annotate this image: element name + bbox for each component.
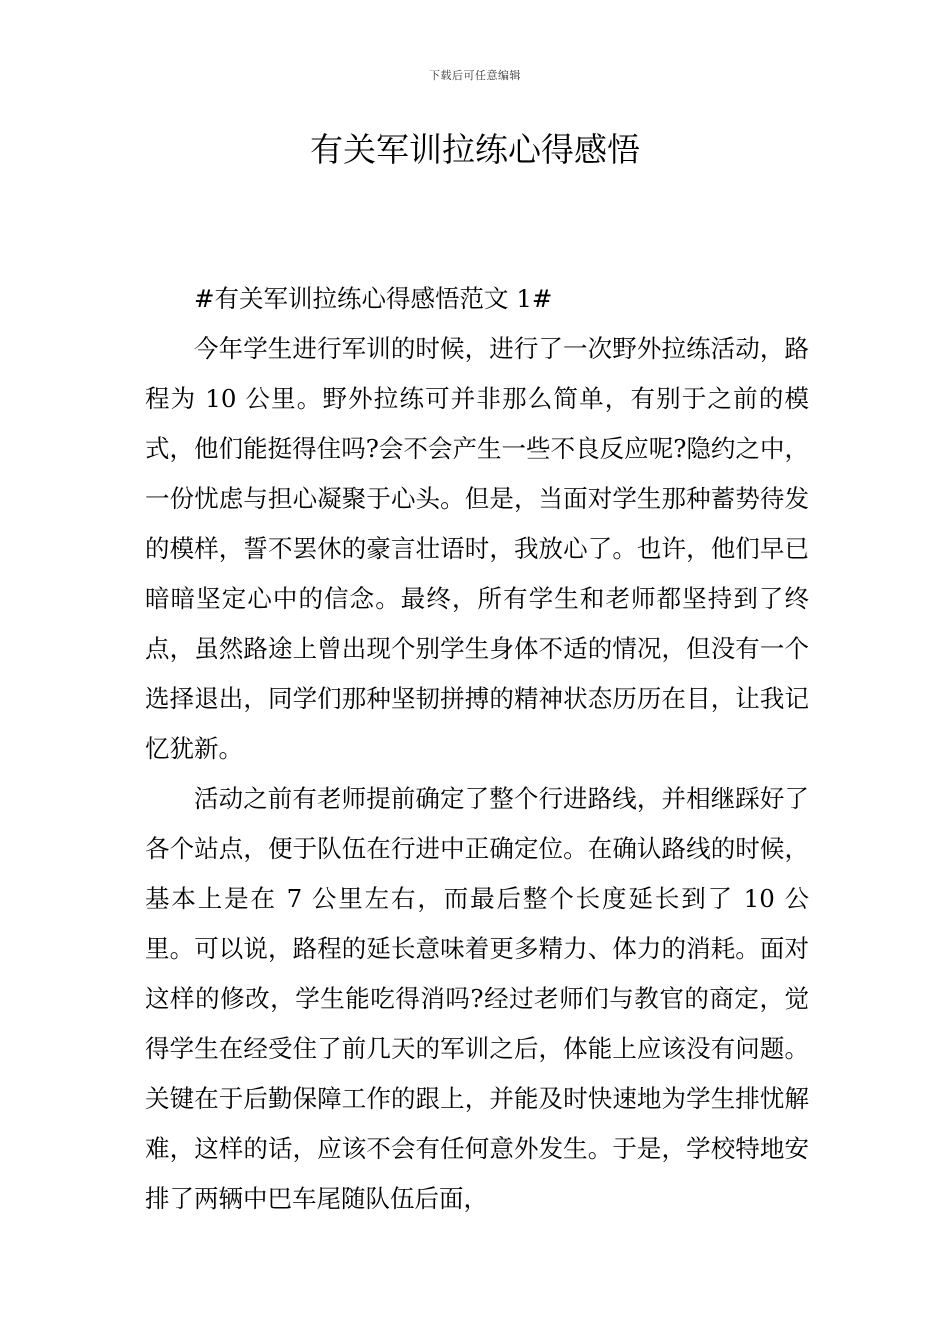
paragraph-1: 今年学生进行军训的时候，进行了一次野外拉练活动，路程为 10 公里。野外拉练可并非那么简单，有别于之前的模式，他们能挺得住吗?会不会产生一些不良反应呢?隐约之中，一份忧虑与担心凝聚于心头。但是，当面对学生那种蓄势待发的模样，誓不罢休的豪言壮语时，我放心了。也许，他们早已暗暗坚定心中的信念。最终，所有学生和老师都坚持到了终点，虽然路途上曾出现个别学生身体不适的情况，但没有一个选择退出，同学们那种坚韧拼搏的精神状态历历在目，让我记忆犹新。 — [145, 334, 809, 763]
header-note: 下载后可任意编辑 — [429, 69, 521, 82]
document-body — [145, 274, 809, 1224]
paragraph-2: 活动之前有老师提前确定了整个行进路线，并相继踩好了各个站点，便于队伍在行进中正确定位。在确认路线的时候，基本上是在 7 公里左右，而最后整个长度延长到了 10 公里。可以说，路程的延长意味着更多精力、体力的消耗。面对这样的修改，学生能吃得消吗?经过老师们与教官的商定，觉得学生在经受住了前几天的军训之后，体能上应该没有问题。关键在于后勤保障工作的跟上，并能及时快速地为学生排忧解难，这样的话，应该不会有任何意外发生。于是，学校特地安排了两辆中巴车尾随队伍后面， — [145, 784, 809, 1213]
section-heading: #有关军训拉练心得感悟范文 1# — [194, 284, 553, 313]
document-title: 有关军训拉练心得感悟 — [310, 130, 640, 169]
